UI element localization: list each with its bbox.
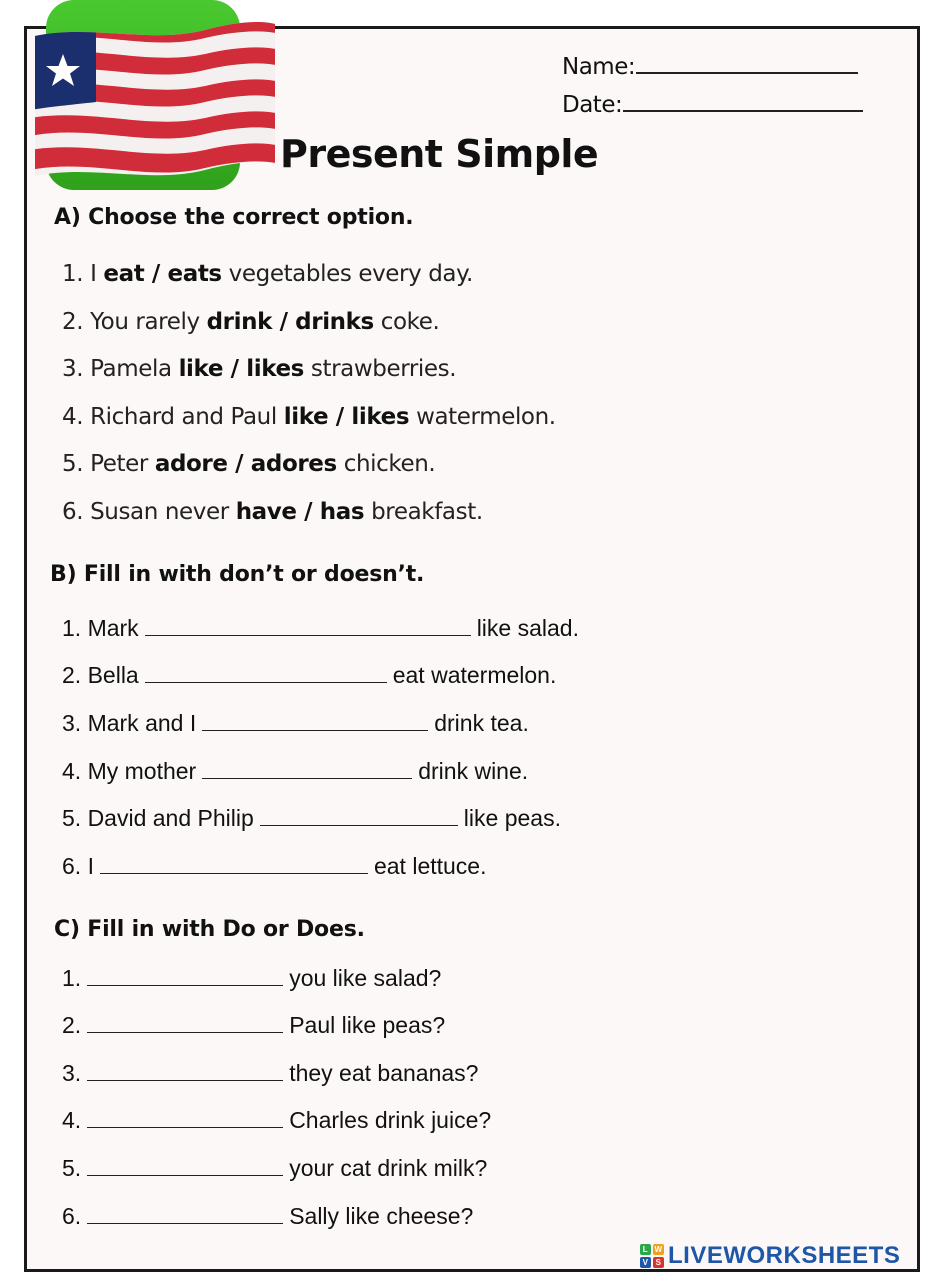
choice-option[interactable]: drink / drinks — [206, 309, 374, 335]
date-blank-line[interactable] — [623, 109, 863, 112]
section-c-item: 4. Charles drink juice? — [62, 1107, 492, 1133]
section-b-item: 2. Bella eat watermelon. — [62, 662, 557, 688]
answer-blank[interactable] — [260, 824, 458, 826]
section-a-item: 2. You rarely drink / drinks coke. — [62, 309, 440, 335]
section-b-item: 6. I eat lettuce. — [62, 853, 487, 879]
choice-option[interactable]: eat / eats — [103, 261, 222, 287]
answer-blank[interactable] — [202, 777, 412, 779]
page-title: Present Simple — [280, 132, 599, 176]
answer-blank[interactable] — [100, 872, 368, 874]
section-c-item: 3. they eat bananas? — [62, 1060, 479, 1086]
section-c-item: 5. your cat drink milk? — [62, 1155, 488, 1181]
date-field[interactable] — [562, 92, 863, 118]
choice-option[interactable]: have / has — [235, 499, 365, 525]
section-c-item: 1. you like salad? — [62, 965, 442, 991]
liveworksheets-watermark — [640, 1242, 900, 1270]
section-b-item: 1. Mark like salad. — [62, 615, 579, 641]
answer-blank[interactable] — [87, 1174, 283, 1176]
flag-logo — [30, 0, 280, 200]
section-a-item: 3. Pamela like / likes strawberries. — [62, 356, 457, 382]
section-b-item: 4. My mother drink wine. — [62, 758, 529, 784]
name-blank-line[interactable] — [636, 71, 858, 74]
section-b-item: 3. Mark and I drink tea. — [62, 710, 529, 736]
liveworksheets-logo-icon: L W V S — [640, 1244, 664, 1268]
liberia-flag-icon — [30, 14, 280, 190]
section-b-item: 5. David and Philip like peas. — [62, 805, 561, 831]
section-c-item: 2. Paul like peas? — [62, 1012, 446, 1038]
section-a-heading: A) Choose the correct option. — [54, 205, 414, 230]
section-c-heading: C) Fill in with Do or Does. — [54, 917, 365, 942]
watermark-text: LIVEWORKSHEETS — [668, 1242, 901, 1269]
section-a-item: 5. Peter adore / adores chicken. — [62, 451, 436, 477]
section-a-item: 1. I eat / eats vegetables every day. — [62, 261, 473, 287]
name-label: Name: — [562, 54, 636, 80]
answer-blank[interactable] — [87, 1079, 283, 1081]
name-field[interactable] — [562, 54, 858, 80]
answer-blank[interactable] — [87, 984, 283, 986]
choice-option[interactable]: adore / adores — [154, 451, 337, 477]
choice-option[interactable]: like / likes — [178, 356, 304, 382]
answer-blank[interactable] — [87, 1222, 283, 1224]
answer-blank[interactable] — [87, 1031, 283, 1033]
choice-option[interactable]: like / likes — [283, 404, 410, 430]
answer-blank[interactable] — [145, 634, 471, 636]
section-a-item: 4. Richard and Paul like / likes watermelon. — [62, 404, 556, 430]
answer-blank[interactable] — [87, 1126, 283, 1128]
date-label: Date: — [562, 92, 623, 118]
section-b-heading: B) Fill in with don’t or doesn’t. — [50, 562, 425, 587]
answer-blank[interactable] — [145, 681, 387, 683]
section-a-item: 6. Susan never have / has breakfast. — [62, 499, 483, 525]
section-c-item: 6. Sally like cheese? — [62, 1203, 474, 1229]
answer-blank[interactable] — [202, 729, 428, 731]
